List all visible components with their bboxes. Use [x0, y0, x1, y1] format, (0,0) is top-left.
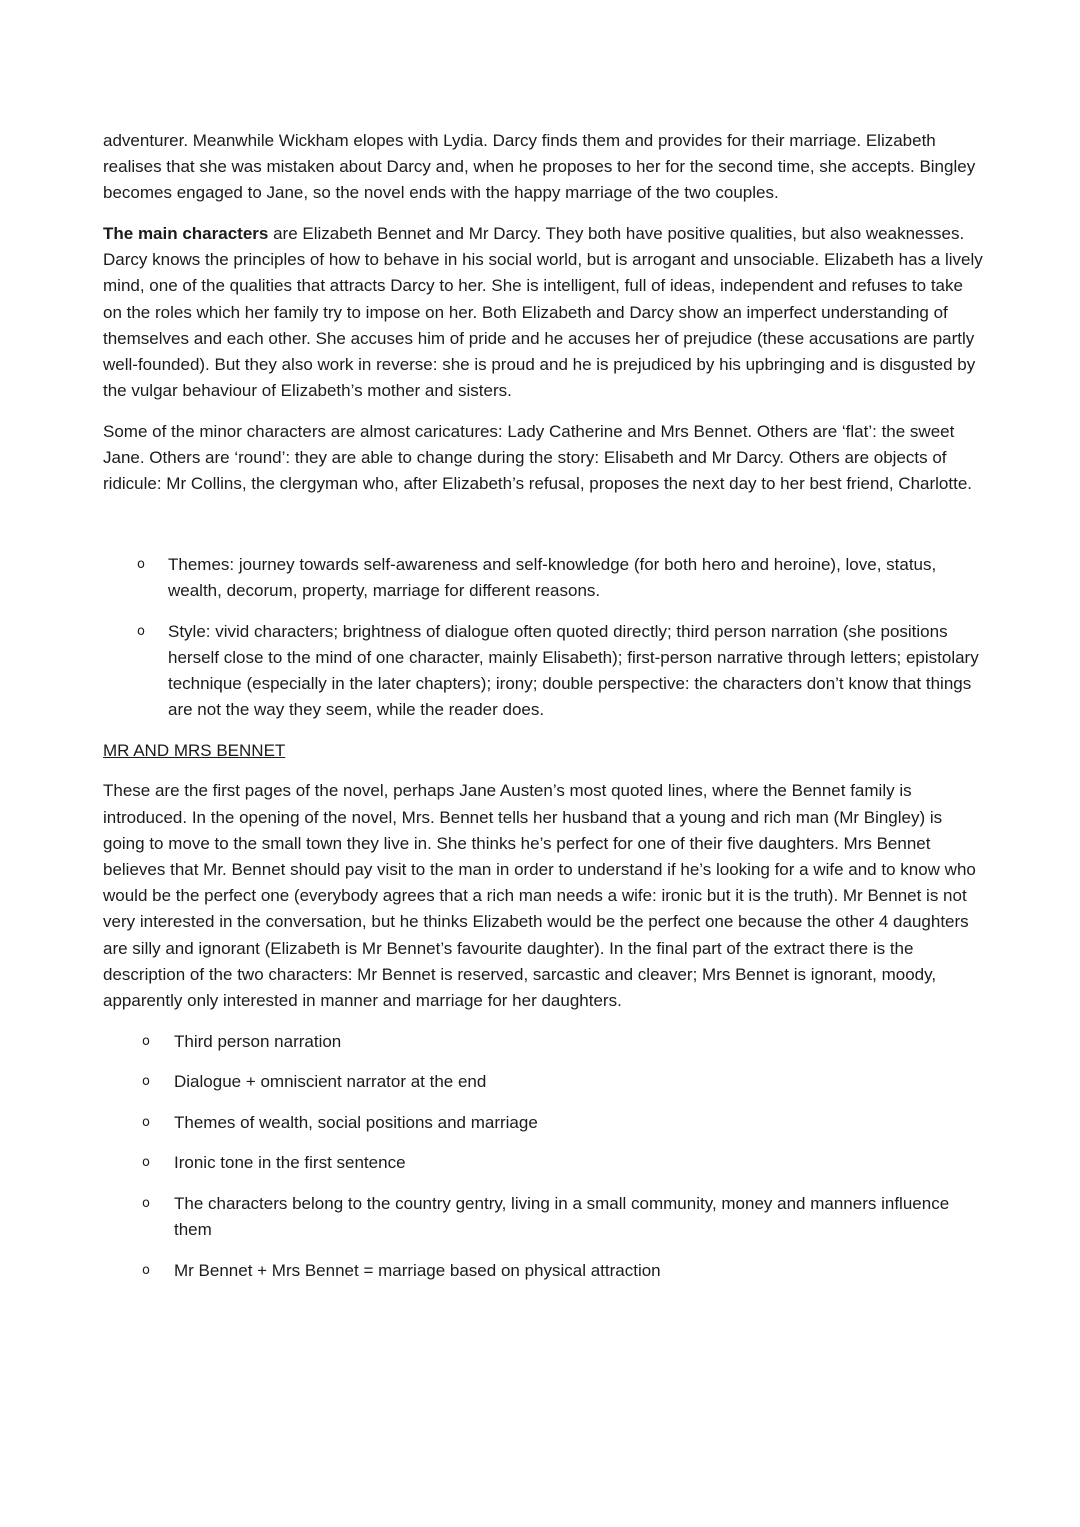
minor-characters-paragraph: Some of the minor characters are almost caricatures: Lady Catherine and Mrs Bennet. Others are ‘flat’: the sweet Jane. Others are ‘round’: they are able to change during the story: Elisabeth and Mr Darcy. Others are objects of ridicule: Mr Collins, the clergyman who, after Elizabeth’s refusal, proposes the next day to her best friend, Charlotte.: [103, 421, 973, 494]
list-item: [103, 1069, 983, 1095]
bullet-circle-icon: o: [142, 1114, 150, 1130]
list-item-text: Dialogue + omniscient narrator at the end: [174, 1072, 487, 1092]
bullet-circle-icon: o: [142, 1033, 150, 1049]
main-characters-text: are Elizabeth Bennet and Mr Darcy. They both have positive qualities, but also weaknesses. Darcy knows the principles of how to behave in his social world, but is arrogant and unsociable. Elizabeth has a lively mind, one of the qualities that attracts Darcy to her. She is intelligent, full of ideas, independent and refuses to take on the roles which her family try to impose on her. Both Elizabeth and Darcy show an imperfect understanding of themselves and each other. She accuses him of pride and he accuses her of prejudice (these accusations are partly well-founded). But they also work in reverse: she is proud and he is prejudiced by his upbringing and is disgusted by the vulgar behaviour of Elizabeth’s mother and sisters.: [103, 224, 983, 401]
bullet-circle-icon: o: [137, 556, 145, 572]
list-item: [103, 1191, 983, 1243]
main-characters-paragraph: [103, 221, 983, 404]
list-item-text: Mr Bennet + Mrs Bennet = marriage based on physical attraction: [174, 1260, 661, 1280]
spacer: [103, 512, 983, 552]
list-item-text: Style: vivid characters; brightness of dialogue often quoted directly; third person narration (she positions herself close to the mind of one character, mainly Elisabeth); first-person narrative through letters; epistolary technique (especially in the later chapters); irony; double perspective: the characters don’t know that things are not the way they seem, while the reader does.: [168, 621, 979, 720]
bullet-circle-icon: o: [142, 1155, 150, 1171]
bullet-circle-icon: o: [142, 1074, 150, 1090]
list-item-text: Themes: journey towards self-awareness and self-knowledge (for both hero and heroine), love, status, wealth, decorum, property, marriage for different reasons.: [168, 554, 937, 601]
list-item: [103, 1029, 983, 1055]
list-item: [103, 619, 983, 724]
list-item-text: Themes of wealth, social positions and marriage: [174, 1112, 538, 1132]
list-item: [103, 1150, 983, 1176]
bullet-circle-icon: o: [142, 1262, 150, 1278]
section-heading: MR AND MRS BENNET: [103, 740, 286, 760]
list-item-text: Third person narration: [174, 1031, 342, 1051]
list-item-text: The characters belong to the country gentry, living in a small community, money and manners influence them: [174, 1194, 950, 1240]
list-item: [103, 552, 983, 604]
section-body-paragraph: These are the first pages of the novel, perhaps Jane Austen’s most quoted lines, where the Bennet family is introduced. In the opening of the novel, Mrs. Bennet tells her husband that a young and rich man (Mr Bingley) is going to move to the small town they live in. She thinks he’s perfect for one of their five daughters. Mrs Bennet believes that Mr. Bennet should pay visit to the man in order to understand if he’s looking for a wife and to know who would be the perfect one (everybody agrees that a rich man needs a wife: ironic but it is the truth). Mr Bennet is not very interested in the conversation, but he thinks Elizabeth would be the perfect one because the other 4 daughters are silly and ignorant (Elizabeth is Mr Bennet’s favourite daughter). In the final part of the extract there is the description of the two characters: Mr Bennet is reserved, sarcastic and cleaver; Mrs Bennet is ignorant, moody, apparently only interested in manner and marriage for her daughters.: [103, 781, 976, 1011]
intro-end-paragraph: adventurer. Meanwhile Wickham elopes with Lydia. Darcy finds them and provides for their marriage. Elizabeth realises that she was mistaken about Darcy and, when he proposes to her for the second time, she accepts. Bingley becomes engaged to Jane, so the novel ends with the happy marriage of the two couples.: [103, 131, 976, 203]
section-bullet-list: [103, 1029, 983, 1284]
overview-list: [103, 552, 983, 724]
bullet-circle-icon: o: [142, 1196, 150, 1211]
list-item: [103, 1110, 983, 1136]
document-page: [103, 128, 983, 1298]
list-item: [103, 1258, 983, 1284]
list-item-text: Ironic tone in the first sentence: [174, 1153, 406, 1173]
main-characters-label: The main characters: [103, 224, 269, 243]
bullet-circle-icon: o: [137, 623, 145, 639]
